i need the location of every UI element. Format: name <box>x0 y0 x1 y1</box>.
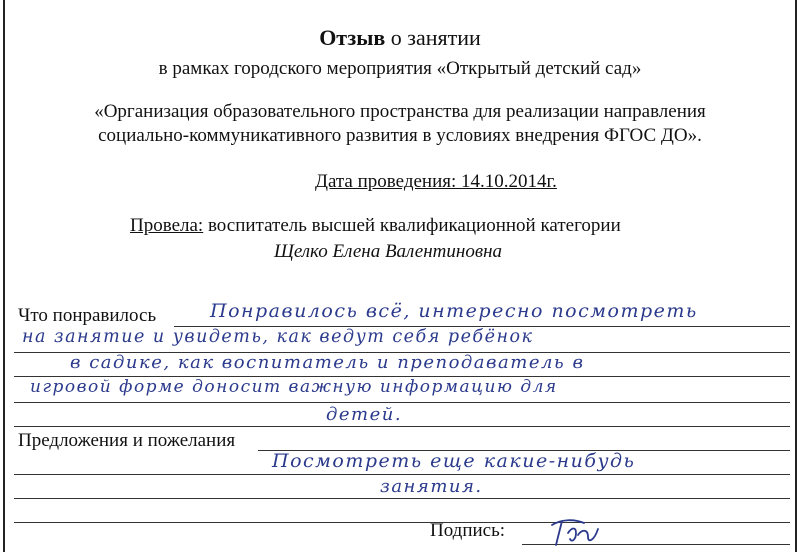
conducted-by <box>130 214 621 238</box>
liked-handwritten-line: детей. <box>326 404 403 425</box>
event-date: Дата проведения: 14.10.2014г. <box>315 171 557 192</box>
form-subtitle: в рамках городского мероприятия «Открытый детский сад» <box>158 58 642 79</box>
liked-handwritten-line: игровой форме доносит важную информацию для <box>30 377 558 397</box>
suggestions-handwritten-line: занятия. <box>380 476 483 497</box>
liked-handwritten-line: на занятие и увидеть, как ведут себя ребёнок <box>22 327 534 347</box>
rule-line <box>14 522 790 523</box>
liked-label: Что понравилось <box>18 305 157 326</box>
conducted-text: воспитатель высшей квалификационной категории <box>203 215 621 236</box>
title-bold: Отзыв <box>319 25 386 50</box>
theme-line-2: социально-коммуникативного развития в условиях внедрения ФГОС ДО». <box>98 125 702 146</box>
conducted-label: Провела: <box>130 215 204 236</box>
page-edge-left <box>3 0 5 552</box>
liked-handwritten-line: Понравилось всё, интересно посмотреть <box>210 300 698 322</box>
liked-handwritten-line: в садике, как воспитатель и преподаватель в <box>70 352 585 373</box>
rule-line <box>14 474 790 475</box>
page-edge-right <box>795 0 797 552</box>
suggestions-handwritten-line: Посмотреть еще какие-нибудь <box>272 450 636 472</box>
rule-line <box>14 498 790 499</box>
form-title <box>0 26 800 50</box>
signature-label: Подпись: <box>430 520 506 541</box>
handwritten-signature-mark <box>548 515 608 547</box>
rule-line <box>14 426 790 427</box>
suggestions-label: Предложения и пожелания <box>18 430 236 451</box>
rule-line <box>14 402 790 403</box>
title-rest: о занятии <box>385 25 481 50</box>
theme-line-1: «Организация образовательного пространства для реализации направления <box>94 101 706 122</box>
teacher-name: Щелко Елена Валентиновна <box>274 241 502 262</box>
